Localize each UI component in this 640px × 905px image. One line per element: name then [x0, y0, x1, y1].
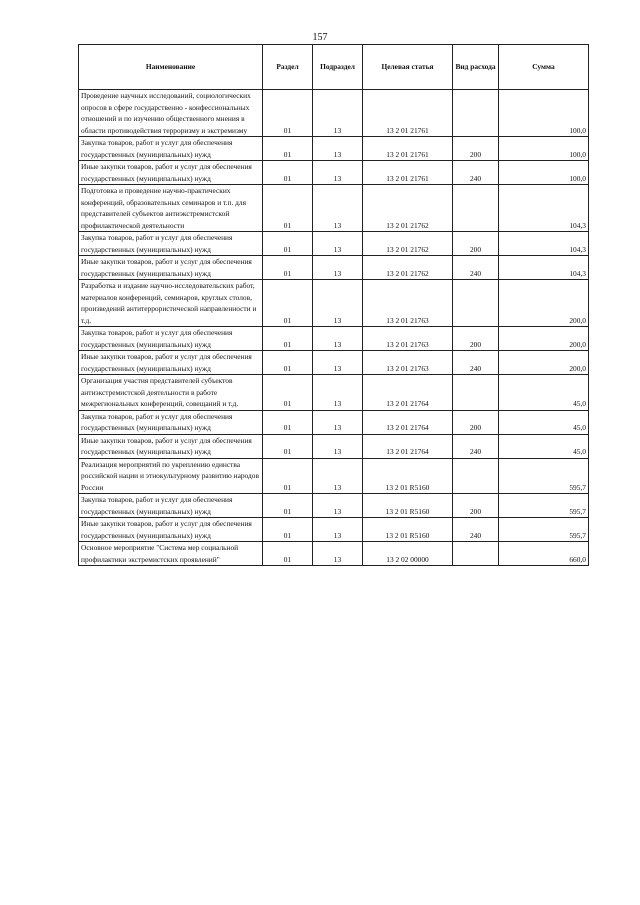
cell-sum: 595,7: [499, 494, 589, 518]
cell-target: 13 2 01 R5160: [363, 494, 453, 518]
cell-target: 13 2 01 R5160: [363, 518, 453, 542]
cell-target: 13 2 01 21763: [363, 327, 453, 351]
table-row: [79, 351, 589, 375]
cell-expense-type: 240: [453, 256, 499, 280]
cell-section: 01: [263, 458, 313, 494]
cell-section: 01: [263, 542, 313, 566]
cell-expense-type: [453, 542, 499, 566]
cell-subsection: 13: [313, 161, 363, 185]
cell-sum: 104,3: [499, 256, 589, 280]
cell-name: Разработка и издание научно-исследовательских работ, материалов конференций, семинаров, круглых столов, произведений антитеррористической направленности и т.д.: [79, 280, 263, 327]
col-header-name: Наименование: [79, 45, 263, 90]
cell-name: Проведение научных исследований, социологических опросов в сфере государственно - конфессиональных отношений и по изучению общественного мнения в области противодействия терроризму и экстремизму: [79, 90, 263, 137]
cell-target: 13 2 01 21763: [363, 280, 453, 327]
table-row: [79, 232, 589, 256]
cell-subsection: 13: [313, 434, 363, 458]
cell-subsection: 13: [313, 410, 363, 434]
cell-name: Закупка товаров, работ и услуг для обеспечения государственных (муниципальных) нужд: [79, 410, 263, 434]
cell-sum: 200,0: [499, 327, 589, 351]
cell-expense-type: 200: [453, 410, 499, 434]
cell-target: 13 2 01 21764: [363, 410, 453, 434]
cell-section: 01: [263, 494, 313, 518]
cell-subsection: 13: [313, 542, 363, 566]
cell-sum: 100,0: [499, 90, 589, 137]
cell-section: 01: [263, 161, 313, 185]
cell-sum: 200,0: [499, 351, 589, 375]
cell-section: 01: [263, 90, 313, 137]
cell-sum: 100,0: [499, 137, 589, 161]
cell-section: 01: [263, 434, 313, 458]
cell-expense-type: 240: [453, 161, 499, 185]
cell-target: 13 2 01 21764: [363, 375, 453, 411]
cell-section: 01: [263, 137, 313, 161]
cell-sum: 200,0: [499, 280, 589, 327]
cell-subsection: 13: [313, 280, 363, 327]
cell-section: 01: [263, 256, 313, 280]
table-row: [79, 410, 589, 434]
cell-subsection: 13: [313, 232, 363, 256]
cell-expense-type: 240: [453, 434, 499, 458]
cell-subsection: 13: [313, 518, 363, 542]
cell-subsection: 13: [313, 375, 363, 411]
cell-subsection: 13: [313, 137, 363, 161]
cell-name: Закупка товаров, работ и услуг для обеспечения государственных (муниципальных) нужд: [79, 137, 263, 161]
cell-subsection: 13: [313, 90, 363, 137]
cell-sum: 660,0: [499, 542, 589, 566]
cell-target: 13 2 02 00000: [363, 542, 453, 566]
cell-target: 13 2 01 21761: [363, 137, 453, 161]
cell-target: 13 2 01 21762: [363, 185, 453, 232]
cell-target: 13 2 01 21764: [363, 434, 453, 458]
cell-subsection: 13: [313, 351, 363, 375]
cell-name: Иные закупки товаров, работ и услуг для обеспечения государственных (муниципальных) нужд: [79, 161, 263, 185]
col-header-subsection: Подраздел: [313, 45, 363, 90]
budget-table: [78, 44, 589, 566]
table-row: [79, 434, 589, 458]
cell-section: 01: [263, 351, 313, 375]
cell-name: Иные закупки товаров, работ и услуг для обеспечения государственных (муниципальных) нужд: [79, 518, 263, 542]
page-number: 157: [312, 32, 328, 43]
cell-expense-type: [453, 458, 499, 494]
cell-sum: 104,3: [499, 232, 589, 256]
cell-expense-type: [453, 90, 499, 137]
table-row: [79, 185, 589, 232]
cell-sum: 100,0: [499, 161, 589, 185]
table-row: [79, 280, 589, 327]
table-row: [79, 256, 589, 280]
table-row: [79, 90, 589, 137]
cell-target: 13 2 01 21761: [363, 161, 453, 185]
cell-expense-type: 200: [453, 137, 499, 161]
cell-target: 13 2 01 21762: [363, 232, 453, 256]
cell-expense-type: [453, 280, 499, 327]
cell-subsection: 13: [313, 458, 363, 494]
cell-expense-type: 240: [453, 518, 499, 542]
cell-sum: 595,7: [499, 518, 589, 542]
cell-subsection: 13: [313, 256, 363, 280]
table-row: [79, 458, 589, 494]
cell-sum: 45,0: [499, 434, 589, 458]
cell-section: 01: [263, 232, 313, 256]
cell-name: Закупка товаров, работ и услуг для обеспечения государственных (муниципальных) нужд: [79, 494, 263, 518]
table-row: [79, 518, 589, 542]
cell-subsection: 13: [313, 327, 363, 351]
cell-sum: 104,3: [499, 185, 589, 232]
cell-name: Иные закупки товаров, работ и услуг для обеспечения государственных (муниципальных) нужд: [79, 434, 263, 458]
cell-section: 01: [263, 518, 313, 542]
cell-sum: 45,0: [499, 375, 589, 411]
col-header-target: Целевая статья: [363, 45, 453, 90]
table-row: [79, 542, 589, 566]
col-header-section: Раздел: [263, 45, 313, 90]
table-body: [79, 90, 589, 566]
cell-expense-type: 240: [453, 351, 499, 375]
table-row: [79, 161, 589, 185]
cell-section: 01: [263, 280, 313, 327]
cell-name: Реализация мероприятий по укреплению единства российской нации и этнокультурному развитию народов России: [79, 458, 263, 494]
cell-target: 13 2 01 21761: [363, 90, 453, 137]
cell-section: 01: [263, 375, 313, 411]
cell-target: 13 2 01 R5160: [363, 458, 453, 494]
cell-expense-type: 200: [453, 494, 499, 518]
table-row: [79, 137, 589, 161]
cell-section: 01: [263, 327, 313, 351]
cell-name: Иные закупки товаров, работ и услуг для обеспечения государственных (муниципальных) нужд: [79, 351, 263, 375]
cell-sum: 595,7: [499, 458, 589, 494]
table-row: [79, 327, 589, 351]
cell-section: 01: [263, 185, 313, 232]
cell-expense-type: [453, 375, 499, 411]
cell-name: Закупка товаров, работ и услуг для обеспечения государственных (муниципальных) нужд: [79, 327, 263, 351]
cell-name: Основное мероприятие "Система мер социальной профилактики экстремистских проявлений": [79, 542, 263, 566]
cell-name: Иные закупки товаров, работ и услуг для обеспечения государственных (муниципальных) нужд: [79, 256, 263, 280]
cell-name: Организация участия представителей субъектов антиэкстремистской деятельности в работе межрегиональных конференций, совещаний и т.д.: [79, 375, 263, 411]
cell-section: 01: [263, 410, 313, 434]
table-row: [79, 494, 589, 518]
cell-expense-type: [453, 185, 499, 232]
cell-name: Закупка товаров, работ и услуг для обеспечения государственных (муниципальных) нужд: [79, 232, 263, 256]
cell-target: 13 2 01 21762: [363, 256, 453, 280]
cell-subsection: 13: [313, 494, 363, 518]
table-header-row: [79, 45, 589, 90]
table-row: [79, 375, 589, 411]
cell-expense-type: 200: [453, 232, 499, 256]
cell-target: 13 2 01 21763: [363, 351, 453, 375]
col-header-expense-type: Вид расхода: [453, 45, 499, 90]
cell-subsection: 13: [313, 185, 363, 232]
col-header-sum: Сумма: [499, 45, 589, 90]
cell-expense-type: 200: [453, 327, 499, 351]
cell-name: Подготовка и проведение научно-практических конференций, образовательных семинаров и т.п. для представителей субъектов антиэкстремистской профилактической деятельности: [79, 185, 263, 232]
cell-sum: 45,0: [499, 410, 589, 434]
